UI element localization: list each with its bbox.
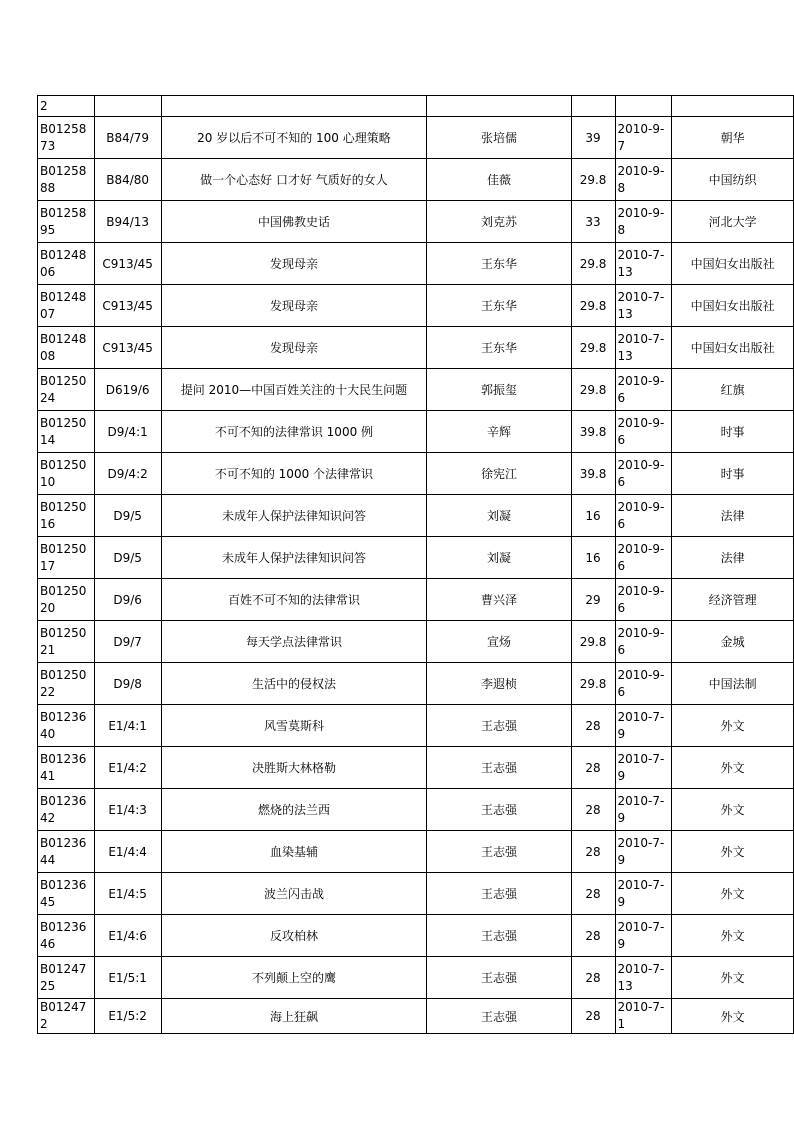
table-row: [38, 96, 794, 117]
price-cell: 28: [571, 999, 615, 1034]
call-number-cell: D9/4:1: [94, 411, 161, 453]
author-cell: [427, 96, 571, 117]
book-id-cell: B0125022: [38, 663, 95, 705]
table-row: [38, 201, 794, 243]
call-number-cell: D9/5: [94, 495, 161, 537]
table-body: [38, 96, 794, 1034]
date-cell: [615, 96, 672, 117]
call-number-cell: E1/4:1: [94, 705, 161, 747]
price-cell: 29: [571, 579, 615, 621]
publisher-cell: 金城: [672, 621, 794, 663]
table-row: [38, 285, 794, 327]
author-cell: 郭振玺: [427, 369, 571, 411]
price-cell: 33: [571, 201, 615, 243]
price-cell: 29.8: [571, 663, 615, 705]
publisher-cell: 外文: [672, 873, 794, 915]
table-row: [38, 117, 794, 159]
price-cell: 28: [571, 789, 615, 831]
date-cell: 2010-7-9: [615, 747, 672, 789]
date-cell: 2010-7-13: [615, 285, 672, 327]
book-list-table: [37, 95, 794, 1034]
publisher-cell: 外文: [672, 831, 794, 873]
book-title-cell: 不列颠上空的鹰: [161, 957, 427, 999]
author-cell: 王志强: [427, 915, 571, 957]
book-id-cell: B0123646: [38, 915, 95, 957]
book-id-cell: B0125024: [38, 369, 95, 411]
book-title-cell: 生活中的侵权法: [161, 663, 427, 705]
price-cell: 28: [571, 957, 615, 999]
author-cell: 佳薇: [427, 159, 571, 201]
book-title-cell: 未成年人保护法律知识问答: [161, 537, 427, 579]
date-cell: 2010-7-13: [615, 243, 672, 285]
book-title-cell: 不可不知的 1000 个法律常识: [161, 453, 427, 495]
book-id-cell: B0123644: [38, 831, 95, 873]
book-id-cell: B0125873: [38, 117, 95, 159]
call-number-cell: E1/5:2: [94, 999, 161, 1034]
book-id-cell: B0125021: [38, 621, 95, 663]
author-cell: 王东华: [427, 243, 571, 285]
call-number-cell: D9/4:2: [94, 453, 161, 495]
book-id-cell: B0123641: [38, 747, 95, 789]
book-title-cell: 发现母亲: [161, 327, 427, 369]
price-cell: 29.8: [571, 327, 615, 369]
price-cell: 29.8: [571, 369, 615, 411]
price-cell: 29.8: [571, 285, 615, 327]
author-cell: 王志强: [427, 831, 571, 873]
publisher-cell: 时事: [672, 453, 794, 495]
table-row: [38, 159, 794, 201]
book-title-cell: 发现母亲: [161, 285, 427, 327]
table-row: [38, 789, 794, 831]
call-number-cell: D9/7: [94, 621, 161, 663]
author-cell: 王东华: [427, 285, 571, 327]
call-number-cell: [94, 96, 161, 117]
book-id-cell: B012472: [38, 999, 95, 1034]
publisher-cell: 外文: [672, 999, 794, 1034]
author-cell: 刘凝: [427, 537, 571, 579]
table-row: [38, 873, 794, 915]
publisher-cell: 外文: [672, 957, 794, 999]
table-row: [38, 411, 794, 453]
call-number-cell: E1/4:4: [94, 831, 161, 873]
call-number-cell: D9/8: [94, 663, 161, 705]
call-number-cell: C913/45: [94, 243, 161, 285]
book-id-cell: B0124725: [38, 957, 95, 999]
book-id-cell: B0125895: [38, 201, 95, 243]
book-id-cell: B0124807: [38, 285, 95, 327]
table-row: [38, 999, 794, 1034]
call-number-cell: E1/5:1: [94, 957, 161, 999]
book-title-cell: 燃烧的法兰西: [161, 789, 427, 831]
publisher-cell: 中国妇女出版社: [672, 285, 794, 327]
date-cell: 2010-9-6: [615, 495, 672, 537]
date-cell: 2010-7-9: [615, 915, 672, 957]
table-row: [38, 369, 794, 411]
date-cell: 2010-9-6: [615, 579, 672, 621]
book-id-cell: B0125016: [38, 495, 95, 537]
call-number-cell: C913/45: [94, 327, 161, 369]
date-cell: 2010-9-6: [615, 663, 672, 705]
book-id-cell: B0125888: [38, 159, 95, 201]
date-cell: 2010-9-7: [615, 117, 672, 159]
book-id-cell: B0125020: [38, 579, 95, 621]
publisher-cell: 外文: [672, 705, 794, 747]
table-row: [38, 831, 794, 873]
publisher-cell: 经济管理: [672, 579, 794, 621]
book-title-cell: 做一个心态好 口才好 气质好的女人: [161, 159, 427, 201]
book-title-cell: 每天学点法律常识: [161, 621, 427, 663]
book-id-cell: B0124806: [38, 243, 95, 285]
book-id-cell: B0123642: [38, 789, 95, 831]
price-cell: 28: [571, 705, 615, 747]
date-cell: 2010-9-6: [615, 537, 672, 579]
book-title-cell: 血染基辅: [161, 831, 427, 873]
publisher-cell: 朝华: [672, 117, 794, 159]
author-cell: 刘凝: [427, 495, 571, 537]
author-cell: 王志强: [427, 999, 571, 1034]
author-cell: 刘克苏: [427, 201, 571, 243]
date-cell: 2010-7-13: [615, 327, 672, 369]
call-number-cell: E1/4:5: [94, 873, 161, 915]
call-number-cell: E1/4:3: [94, 789, 161, 831]
call-number-cell: C913/45: [94, 285, 161, 327]
table-row: [38, 621, 794, 663]
date-cell: 2010-7-9: [615, 873, 672, 915]
publisher-cell: 外文: [672, 747, 794, 789]
book-id-cell: B0123645: [38, 873, 95, 915]
author-cell: 张培儒: [427, 117, 571, 159]
table-row: [38, 495, 794, 537]
call-number-cell: E1/4:6: [94, 915, 161, 957]
author-cell: 王东华: [427, 327, 571, 369]
table-row: [38, 243, 794, 285]
date-cell: 2010-7-9: [615, 705, 672, 747]
book-id-cell: B0125017: [38, 537, 95, 579]
call-number-cell: B84/79: [94, 117, 161, 159]
table-row: [38, 747, 794, 789]
book-title-cell: 中国佛教史话: [161, 201, 427, 243]
author-cell: 宣炀: [427, 621, 571, 663]
table-row: [38, 663, 794, 705]
book-id-cell: B0123640: [38, 705, 95, 747]
book-id-cell: B0124808: [38, 327, 95, 369]
date-cell: 2010-7-9: [615, 789, 672, 831]
author-cell: 王志强: [427, 873, 571, 915]
price-cell: 29.8: [571, 159, 615, 201]
publisher-cell: 中国妇女出版社: [672, 327, 794, 369]
table-row: [38, 327, 794, 369]
book-title-cell: 不可不知的法律常识 1000 例: [161, 411, 427, 453]
author-cell: 王志强: [427, 747, 571, 789]
publisher-cell: 红旗: [672, 369, 794, 411]
publisher-cell: [672, 96, 794, 117]
price-cell: 16: [571, 495, 615, 537]
book-title-cell: 海上狂飙: [161, 999, 427, 1034]
book-id-cell: B0125010: [38, 453, 95, 495]
date-cell: 2010-7-13: [615, 957, 672, 999]
price-cell: 29.8: [571, 621, 615, 663]
price-cell: 28: [571, 915, 615, 957]
price-cell: 28: [571, 873, 615, 915]
author-cell: 辛辉: [427, 411, 571, 453]
price-cell: 28: [571, 747, 615, 789]
table-row: [38, 453, 794, 495]
author-cell: 徐宪江: [427, 453, 571, 495]
date-cell: 2010-9-6: [615, 621, 672, 663]
publisher-cell: 法律: [672, 537, 794, 579]
date-cell: 2010-7-1: [615, 999, 672, 1034]
table-row: [38, 579, 794, 621]
date-cell: 2010-9-6: [615, 453, 672, 495]
call-number-cell: B94/13: [94, 201, 161, 243]
publisher-cell: 中国妇女出版社: [672, 243, 794, 285]
book-title-cell: 百姓不可不知的法律常识: [161, 579, 427, 621]
publisher-cell: 法律: [672, 495, 794, 537]
table-row: [38, 537, 794, 579]
price-cell: 29.8: [571, 243, 615, 285]
publisher-cell: 中国法制: [672, 663, 794, 705]
book-title-cell: 未成年人保护法律知识问答: [161, 495, 427, 537]
publisher-cell: 时事: [672, 411, 794, 453]
publisher-cell: 外文: [672, 789, 794, 831]
publisher-cell: 河北大学: [672, 201, 794, 243]
date-cell: 2010-9-8: [615, 201, 672, 243]
price-cell: [571, 96, 615, 117]
book-title-cell: 提问 2010—中国百姓关注的十大民生问题: [161, 369, 427, 411]
book-title-cell: 波兰闪击战: [161, 873, 427, 915]
call-number-cell: B84/80: [94, 159, 161, 201]
book-id-cell: 2: [38, 96, 95, 117]
author-cell: 李遐桢: [427, 663, 571, 705]
call-number-cell: D9/6: [94, 579, 161, 621]
date-cell: 2010-9-6: [615, 369, 672, 411]
call-number-cell: D619/6: [94, 369, 161, 411]
call-number-cell: D9/5: [94, 537, 161, 579]
table-row: [38, 705, 794, 747]
table-row: [38, 957, 794, 999]
price-cell: 39.8: [571, 411, 615, 453]
price-cell: 16: [571, 537, 615, 579]
price-cell: 28: [571, 831, 615, 873]
publisher-cell: 中国纺织: [672, 159, 794, 201]
book-title-cell: 反攻柏林: [161, 915, 427, 957]
price-cell: 39.8: [571, 453, 615, 495]
date-cell: 2010-7-9: [615, 831, 672, 873]
author-cell: 王志强: [427, 957, 571, 999]
date-cell: 2010-9-6: [615, 411, 672, 453]
publisher-cell: 外文: [672, 915, 794, 957]
book-title-cell: 风雪莫斯科: [161, 705, 427, 747]
author-cell: 王志强: [427, 705, 571, 747]
book-title-cell: 决胜斯大林格勒: [161, 747, 427, 789]
table-row: [38, 915, 794, 957]
author-cell: 王志强: [427, 789, 571, 831]
book-id-cell: B0125014: [38, 411, 95, 453]
call-number-cell: E1/4:2: [94, 747, 161, 789]
book-title-cell: 20 岁以后不可不知的 100 心理策略: [161, 117, 427, 159]
price-cell: 39: [571, 117, 615, 159]
author-cell: 曹兴泽: [427, 579, 571, 621]
date-cell: 2010-9-8: [615, 159, 672, 201]
book-title-cell: 发现母亲: [161, 243, 427, 285]
book-title-cell: [161, 96, 427, 117]
